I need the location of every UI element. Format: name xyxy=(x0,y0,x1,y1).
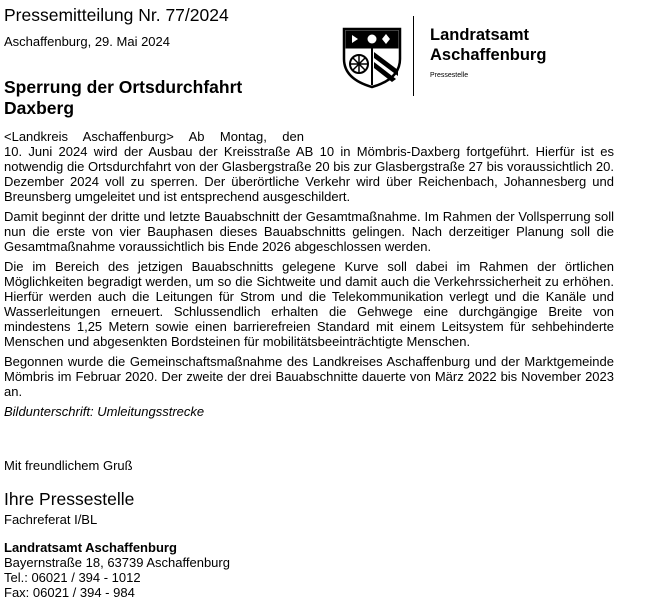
headline-line1: Sperrung der Ortsdurchfahrt xyxy=(4,77,243,97)
logo-divider xyxy=(413,16,414,96)
closing-greeting: Mit freundlichem Gruß xyxy=(4,458,133,473)
logo xyxy=(340,16,600,96)
date-line: Aschaffenburg, 29. Mai 2024 xyxy=(4,34,170,49)
logo-org-line2: Aschaffenburg xyxy=(430,46,547,64)
contact-fax: Fax: 06021 / 394 - 984 xyxy=(4,585,135,600)
paragraph-3: Die im Bereich des jetzigen Bauabschnitts gelegene Kurve soll dabei im Rahmen der örtlichen Möglichkeiten begradigt werden, um so die Sichtweite und damit auch die Verkehrssicherheit zu erhöhen. Hierfür werden auch die Leitungen für Strom und die Telekommunikation verlegt und die Kanäle und Wasserleitungen erneuert. Schlussendlich erhalten die Gehwege eine durchgängige Breite von mindestens 1,25 Metern sowie einen barrierefreien Standard mit einem Leitsystem für sehbehinderte Menschen und abgesenkten Bordsteinen für mobilitätsbeeinträchtigte Menschen. xyxy=(4,259,614,349)
contact-name: Landratsamt Aschaffenburg xyxy=(4,540,177,555)
press-office-title: Ihre Pressestelle xyxy=(4,489,135,509)
press-office-subtitle: Fachreferat I/BL xyxy=(4,512,98,527)
paragraph-2: Damit beginnt der dritte und letzte Bauabschnitt der Gesamtmaßnahme. Im Rahmen der Vollsperrung soll nun die erste von vier Bauphasen dieses Bauabschnitts gelingen. Nach derzeitiger Planung soll die Gesamtmaßnahme voraussichtlich bis Ende 2026 abgeschlossen werden. xyxy=(4,209,614,254)
contact-address: Bayernstraße 18, 63739 Aschaffenburg xyxy=(4,555,230,570)
intro-first-line: <Landkreis Aschaffenburg> Ab Montag, den xyxy=(4,129,304,144)
contact-tel: Tel.: 06021 / 394 - 1012 xyxy=(4,570,141,585)
page-title: Pressemitteilung Nr. 77/2024 xyxy=(4,5,229,25)
contact-block xyxy=(4,540,230,600)
headline xyxy=(4,77,324,119)
logo-org-line1: Landratsamt xyxy=(430,26,530,44)
paragraph-4: Begonnen wurde die Gemeinschaftsmaßnahme des Landkreises Aschaffenburg und der Marktgemeinde Mömbris im Februar 2020. Der zweite der drei Bauabschnitte dauerte von März 2022 bis November 2023 an. xyxy=(4,354,614,399)
paragraph-intro xyxy=(4,129,614,204)
image-caption: Bildunterschrift: Umleitungsstrecke xyxy=(4,404,205,419)
headline-line2: Daxberg xyxy=(4,98,75,118)
article-body xyxy=(4,129,614,419)
coat-of-arms-icon xyxy=(340,25,404,89)
logo-department: Pressestelle xyxy=(430,72,469,79)
intro-rest: 10. Juni 2024 wird der Ausbau der Kreisstraße AB 10 in Mömbris-Daxberg fortgeführt. Hierfür ist es notwendig die Ortsdurchfahrt von der Glasbergstraße 20 bis zur Glasbergstraße 27 bis voraussichtlich 20. Dezember 2024 voll zu sperren. Der überörtliche Verkehr wird über Reichenbach, Johannesberg und Breunsberg umgeleitet und ist entsprechend ausgeschildert. xyxy=(4,144,614,204)
